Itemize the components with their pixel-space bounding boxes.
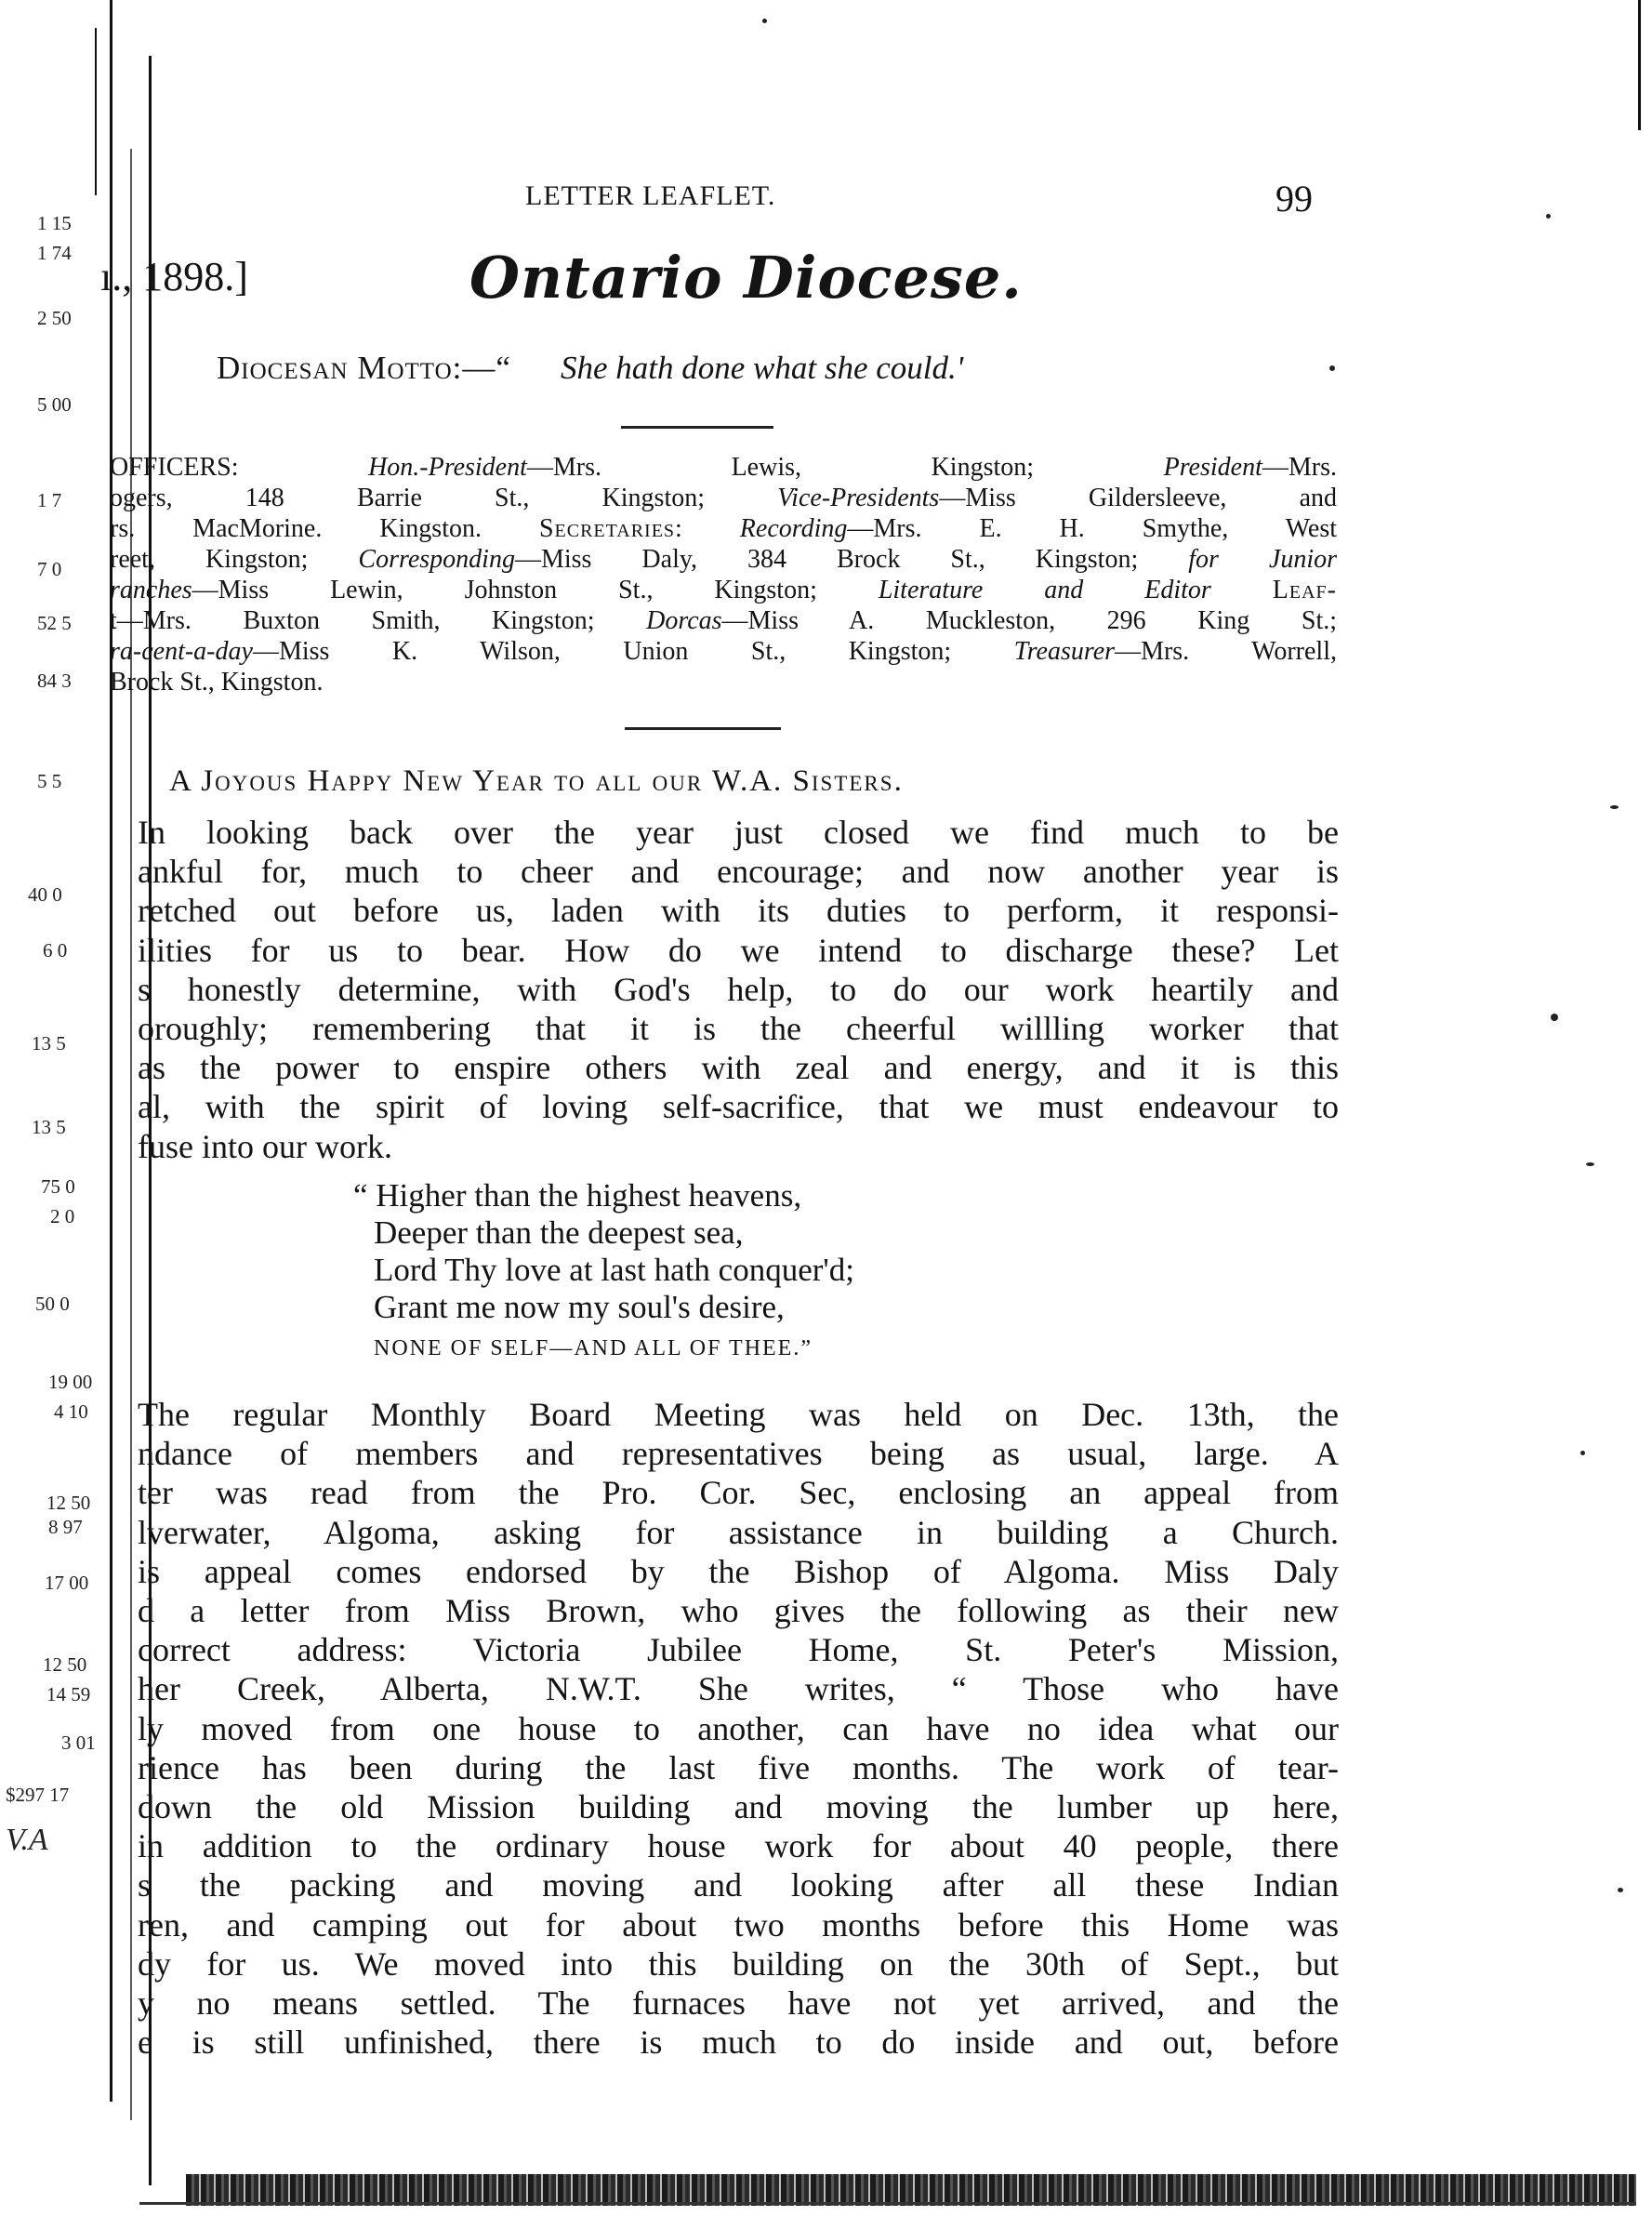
binding-edge-line — [110, 0, 112, 2102]
officers-text-run: —Mrs. Lewis, Kingston; — [526, 453, 1164, 482]
verse-line: Grant me now my soul's desire, — [374, 1289, 785, 1325]
text-line: In looking back over the year just closed we find much to be — [138, 814, 1339, 851]
text-line: as the power to enspire others with zeal and energy, and it is this — [138, 1049, 1339, 1087]
text-line: ren, and camping out for about two months before this Home was — [138, 1905, 1339, 1944]
officers-text-run: Treasurer — [1013, 637, 1116, 666]
margin-amount: 2 0 — [50, 1205, 75, 1227]
text-line: s the packing and moving and looking after all these Indian — [138, 1866, 1339, 1904]
text-line: lverwater, Algoma, asking for assistance in building a Church. — [138, 1513, 1339, 1551]
officers-text-run: President — [1163, 453, 1262, 482]
section-divider — [621, 426, 773, 429]
officers-text-run: —Mrs. Worrell, — [1115, 637, 1337, 666]
officers-list — [110, 452, 1337, 697]
officers-text-run: ra-cent-a-day — [110, 637, 253, 666]
officers-line — [110, 544, 1337, 575]
text-line: e is still unfinished, there is much to do inside and out, before — [138, 2023, 1339, 2062]
officers-text-run: —Mrs. — [1262, 453, 1337, 482]
officers-text-run: ranches — [110, 576, 192, 604]
margin-amount: 8 97 — [48, 1516, 83, 1538]
page-number: 99 — [1275, 178, 1313, 219]
margin-amount: 5 5 — [37, 770, 62, 792]
officers-text-run: t—Mrs. Buxton Smith, Kingston; — [110, 606, 647, 635]
scan-speck — [1586, 1162, 1594, 1166]
margin-amount: 40 0 — [28, 883, 62, 906]
officers-line — [110, 452, 1337, 483]
text-line: ter was read from the Pro. Cor. Sec, enclosing an appeal from — [138, 1474, 1339, 1512]
text-line: fuse into our work. — [138, 1127, 392, 1165]
margin-amount: 13 5 — [32, 1032, 66, 1055]
scan-speck — [1546, 214, 1551, 219]
verse-line: Lord Thy love at last hath conquer'd; — [374, 1252, 854, 1288]
officers-text-run: Leaf- — [1272, 576, 1337, 604]
officers-text-run: Hon.-President — [368, 453, 527, 482]
text-line: down the old Mission building and moving the lumber up here, — [138, 1788, 1339, 1826]
text-line: oroughly; remembering that it is the cheerful willling worker that — [138, 1010, 1339, 1048]
margin-amount: 14 59 — [46, 1683, 91, 1705]
margin-amount: 1 74 — [37, 242, 72, 264]
section-title: Ontario Diocese. — [469, 244, 1023, 312]
margin-amount: 52 5 — [37, 612, 72, 634]
verse-line: NONE OF SELF—AND ALL OF THEE.” — [374, 1336, 813, 1360]
running-head: LETTER LEAFLET. — [525, 180, 776, 211]
margin-amount: 50 0 — [35, 1293, 70, 1315]
officers-line — [110, 605, 1337, 636]
binding-edge-line — [130, 149, 132, 2120]
scan-speck — [1551, 1014, 1558, 1021]
scan-speck — [762, 19, 767, 23]
officers-text-run: —Miss Gildersleeve, and — [939, 484, 1337, 512]
scan-bottom-rule — [139, 2202, 1636, 2205]
verse-line: “ Higher than the highest heavens, — [353, 1177, 802, 1214]
scan-speck — [1580, 1451, 1585, 1455]
officers-text-run: Brock St., Kingston. — [110, 668, 324, 697]
motto-text: She hath done what she could.' — [561, 350, 964, 386]
margin-amount: 2 50 — [37, 307, 72, 329]
text-line: al, with the spirit of loving self-sacrifice, that we must endeavour to — [138, 1088, 1339, 1126]
officers-text-run: —Miss Daly, 384 Brock St., Kingston; — [514, 545, 1189, 574]
margin-amount: 17 00 — [45, 1572, 89, 1594]
margin-amount: 7 0 — [37, 558, 62, 580]
officers-line — [110, 483, 1337, 513]
text-line: s honestly determine, with God's help, to do our work heartily and — [138, 970, 1339, 1008]
officers-line — [110, 513, 1337, 544]
margin-amount: 1 15 — [37, 212, 72, 234]
text-line: d a letter from Miss Brown, who gives the following as their new — [138, 1592, 1339, 1630]
text-line: ilities for us to bear. How do we intend to discharge these? Let — [138, 931, 1339, 969]
article-paragraph — [138, 813, 1339, 1166]
scan-bottom-edge — [186, 2174, 1636, 2206]
margin-amount: $297 17 — [6, 1784, 70, 1806]
margin-amount: V.A — [6, 1823, 48, 1857]
scan-speck — [1329, 365, 1335, 371]
margin-amount: 6 0 — [43, 939, 68, 962]
text-line: ankful for, much to cheer and encourage; and now another year is — [138, 853, 1339, 891]
text-line: retched out before us, laden with its duties to perform, it responsi- — [138, 892, 1339, 930]
officers-text-run: ogers, 148 Barrie St., Kingston; — [110, 484, 778, 512]
text-line: rience has been during the last five months. The work of tear- — [138, 1748, 1339, 1786]
verse-line: Deeper than the deepest sea, — [374, 1214, 744, 1251]
margin-amount: 75 0 — [41, 1175, 75, 1198]
officers-text-run: Secretaries — [538, 514, 676, 543]
text-line: in addition to the ordinary house work for about 40 people, there — [138, 1827, 1339, 1865]
section-divider — [625, 727, 781, 730]
text-line: her Creek, Alberta, N.W.T. She writes, “ Those who have — [138, 1670, 1339, 1708]
date-fragment: ı., 1898.] — [100, 254, 248, 299]
officers-text-run: —Miss K. Wilson, Union St., Kingston; — [252, 637, 1014, 666]
margin-amount: 4 10 — [54, 1400, 88, 1423]
officers-text-run: Vice-Presidents — [777, 484, 940, 512]
hymn-verse — [353, 1177, 854, 1367]
text-line: The regular Monthly Board Meeting was held on Dec. 13th, the — [138, 1396, 1339, 1433]
scan-speck — [1618, 1888, 1623, 1892]
text-line: dy for us. We moved into this building on the 30th of Sept., but — [138, 1944, 1339, 1983]
text-line: ly moved from one house to another, can have no idea what our — [138, 1709, 1339, 1747]
officers-text-run: rs. MacMorine. Kingston. — [110, 514, 539, 543]
officers-text-run: —Miss Lewin, Johnston St., Kingston; — [192, 576, 879, 604]
binding-edge-line — [95, 28, 97, 195]
officers-text-run: for Junior — [1188, 545, 1338, 574]
officers-text-run: —Miss A. Muckleston, 296 King St.; — [721, 606, 1338, 635]
margin-amount: 13 5 — [32, 1116, 66, 1138]
officers-text-run: Dorcas — [646, 606, 722, 635]
margin-amount: 12 50 — [46, 1492, 91, 1514]
text-line: ndance of members and representatives being as usual, large. A — [138, 1435, 1339, 1473]
article-heading: A Joyous Happy New Year to all our W.A. Sisters. — [169, 764, 904, 798]
officers-line — [110, 575, 1337, 605]
margin-amount: 3 01 — [61, 1731, 96, 1754]
margin-amount: 84 3 — [37, 670, 72, 692]
officers-text-run: —Mrs. E. H. Smythe, West — [847, 514, 1337, 543]
officers-text-run: Corresponding — [358, 545, 515, 574]
officers-text-run: Literature and Editor — [878, 576, 1273, 604]
scan-speck — [1610, 805, 1619, 809]
article-paragraph — [138, 1395, 1339, 2083]
officers-text-run: : — [675, 514, 740, 543]
officers-line — [110, 636, 1337, 667]
margin-amount: 19 00 — [48, 1371, 93, 1393]
margin-amount: 12 50 — [43, 1653, 87, 1676]
officers-line — [110, 667, 1337, 697]
margin-amount: 5 00 — [37, 393, 72, 416]
officers-text-run: Recording — [739, 514, 848, 543]
page-edge-line — [1638, 0, 1641, 130]
officers-text-run: OFFICERS: — [110, 453, 369, 482]
text-line: correct address: Victoria Jubilee Home, St. Peter's Mission, — [138, 1631, 1339, 1669]
text-line: y no means settled. The furnaces have not yet arrived, and the — [138, 1984, 1339, 2023]
margin-amount: 1 7 — [37, 489, 62, 511]
motto-label: Diocesan Motto:—“ — [217, 350, 511, 386]
text-line: is appeal comes endorsed by the Bishop of Algoma. Miss Daly — [138, 1552, 1339, 1590]
officers-text-run: reet, Kingston; — [110, 545, 359, 574]
